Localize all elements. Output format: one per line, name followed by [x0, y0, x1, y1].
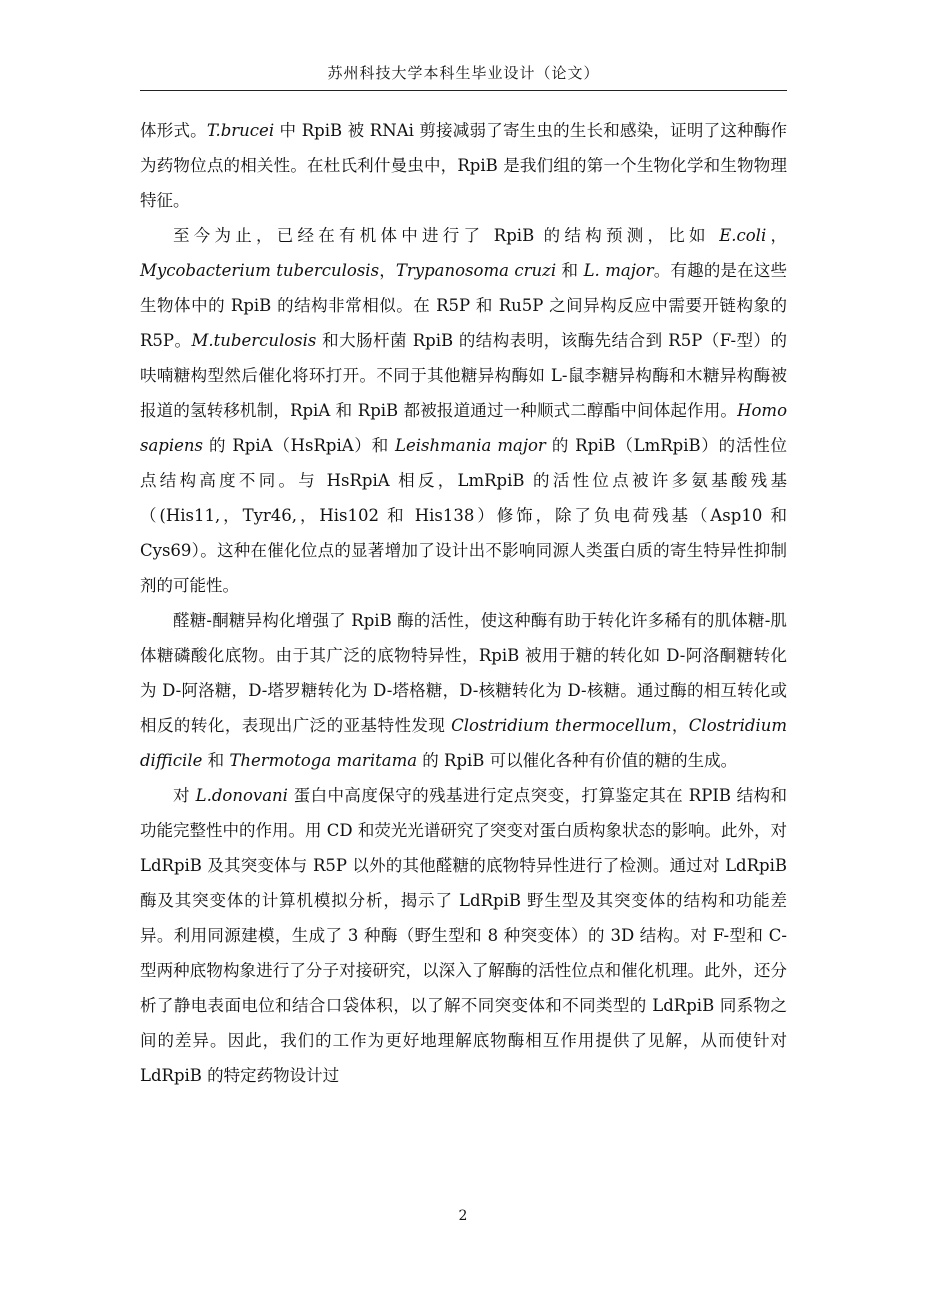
italic-term: T.brucei [206, 121, 275, 140]
italic-term: L. major [583, 261, 654, 280]
text-run: 的 RpiA（HsRpiA）和 [203, 436, 396, 455]
italic-term: Homo sapiens [140, 401, 787, 455]
text-run: 蛋白中高度保守的残基进行定点突变，打算鉴定其在 RPIB 结构和功能完整性中的作用。用 CD 和荧光光谱研究了突变对蛋白质构象状态的影响。此外，对 LdRpiB 及其突变体与 R5P 以外的其他醛糖的底物特异性进行了检测。通过对 LdRpiB 酶及其突变体的计算机模拟分析，揭示了 LdRpiB 野生型及其突变体的结构和功能差异。利用同源建模，生成了 3 种酶（野生型和 8 种突变体）的 3D 结构。对 F-型和 C-型两种底物构象进行了分子对接研究，以深入了解酶的活性位点和催化机理。此外，还分析了静电表面电位和结合口袋体积，以了解不同突变体和不同类型的 LdRpiB 同系物之间的差异。因此，我们的工作为更好地理解底物酶相互作用提供了见解，从而使针对 LdRpiB 的特定药物设计过 [140, 786, 788, 1085]
body-text [140, 113, 787, 1093]
text-run: 中 RpiB 被 RNAi 剪接减弱了寄生虫的生长和感染，证明了这种酶作为药物位点的相关性。在杜氏利什曼虫中，RpiB 是我们组的第一个生物化学和生物物理特征。 [140, 121, 788, 210]
italic-term: E.coli [719, 226, 767, 245]
header-rule [140, 90, 787, 91]
text-run: 对 [173, 786, 196, 805]
text-run: 和 [202, 751, 230, 770]
italic-term: Clostridium difficile [140, 716, 788, 770]
page-number: 2 [458, 1208, 468, 1224]
italic-term: Mycobacterium tuberculosis [140, 261, 380, 280]
text-run: 体形式。 [140, 121, 207, 140]
text-run: ， [671, 716, 689, 735]
text-run: 的 RpiB（LmRpiB）的活性位点结构高度不同。与 HsRpiA 相反，LmRpiB 的活性位点被许多氨基酸残基（(His11,，Tyr46,，His102 和 His138）修饰，除了负电荷残基（Asp10 和 Cys69）。这种在催化位点的显著增加了设计出不影响同源人类蛋白质的寄生特异性抑制剂的可能性。 [140, 436, 788, 595]
italic-term: Thermotoga maritama [229, 751, 418, 770]
paragraph [140, 113, 787, 218]
page-header-title: 苏州科技大学本科生毕业设计（论文） [327, 64, 600, 82]
paragraph [140, 778, 787, 1093]
italic-term: M.tuberculosis [191, 331, 317, 350]
text-run: 和 [556, 261, 584, 280]
text-run: 和大肠杆菌 RpiB 的结构表明，该酶先结合到 R5P（F-型）的呋喃糖构型然后催化将环打开。不同于其他糖异构酶如 L-鼠李糖异构酶和木糖异构酶被报道的氢转移机制，RpiA 和 RpiB 都被报道通过一种顺式二醇酯中间体起作用。 [140, 331, 787, 420]
text-run: ， [766, 226, 788, 245]
paragraph [140, 218, 787, 603]
text-run: 醛糖-酮糖异构化增强了 RpiB 酶的活性，使这种酶有助于转化许多稀有的肌体糖-肌体糖磷酸化底物。由于其广泛的底物特异性，RpiB 被用于糖的转化如 D-阿洛酮糖转化为 D-阿洛糖，D-塔罗糖转化为 D-塔格糖，D-核糖转化为 D-核糖。通过酶的相互转化或相反的转化，表现出广泛的亚基特性发现 [140, 611, 787, 735]
italic-term: Trypanosoma cruzi [395, 261, 557, 280]
text-run: 。有趣的是在这些生物体中的 RpiB 的结构非常相似。在 R5P 和 Ru5P 之间异构反应中需要开链构象的 R5P。 [140, 261, 787, 350]
text-run: 的 RpiB 可以催化各种有价值的糖的生成。 [417, 751, 738, 770]
italic-term: Leishmania major [395, 436, 546, 455]
paragraph [140, 603, 787, 778]
italic-term: L.donovani [195, 786, 288, 805]
text-run: ， [379, 261, 396, 280]
text-run: 至今为止，已经在有机体中进行了 RpiB 的结构预测，比如 [173, 226, 720, 245]
italic-term: Clostridium thermocellum [451, 716, 672, 735]
